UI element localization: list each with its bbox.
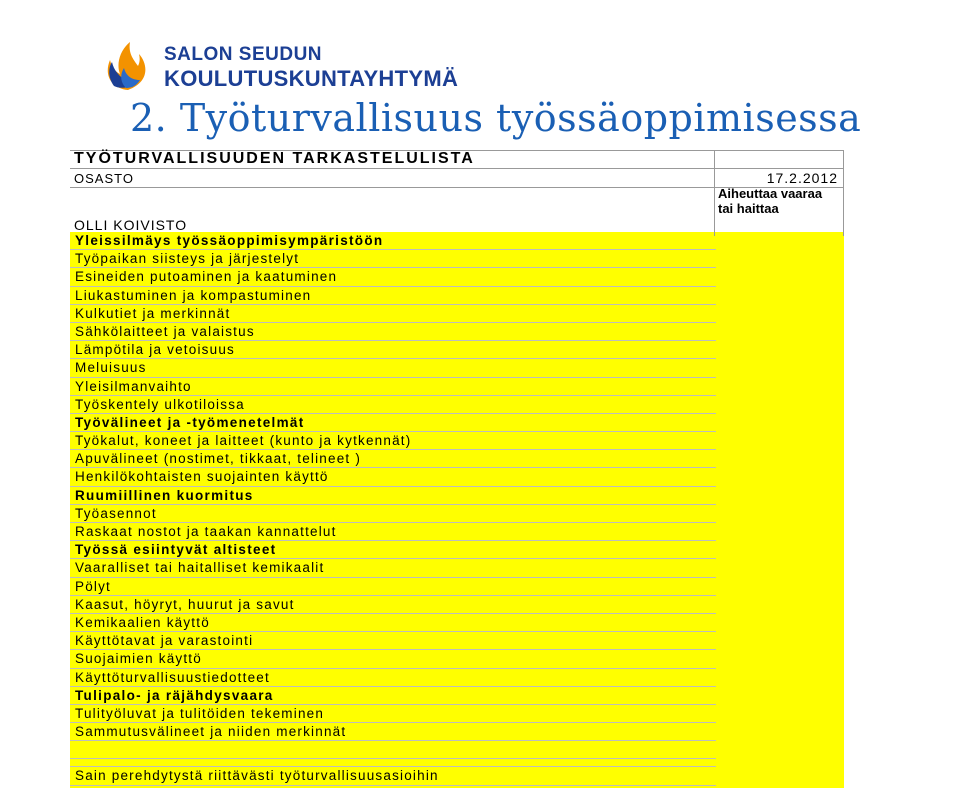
- checklist-item: Meluisuus: [70, 359, 716, 377]
- checklist-item: Vaaralliset tai haitalliset kemikaalit: [70, 559, 716, 577]
- checklist-item: Suojaimien käyttö: [70, 650, 716, 668]
- checklist-item: Liukastuminen ja kompastuminen: [70, 287, 716, 305]
- flame-logo-icon: [100, 38, 156, 94]
- checklist-item: Käyttötavat ja varastointi: [70, 632, 716, 650]
- checklist-section-header: Työssä esiintyvät altisteet: [70, 541, 716, 559]
- checklist-item: Työskentely ulkotiloissa: [70, 396, 716, 414]
- checklist-item: Lämpötila ja vetoisuus: [70, 341, 716, 359]
- checklist-item: Pölyt: [70, 578, 716, 596]
- checklist-item: Sähkölaitteet ja valaistus: [70, 323, 716, 341]
- checklist-item: Käyttöturvallisuustiedotteet: [70, 669, 716, 687]
- checklist-item: [70, 741, 716, 759]
- checklist-item: Esineiden putoaminen ja kaatuminen: [70, 268, 716, 286]
- checklist-item: Työasennot: [70, 505, 716, 523]
- checklist-item: Työpaikan siisteys ja järjestelyt: [70, 250, 716, 268]
- table-right-border: [843, 150, 844, 236]
- checklist-item: Kemikaalien käyttö: [70, 614, 716, 632]
- logo-line-1: SALON SEUDUN: [164, 44, 323, 65]
- logo-line-2: KOULUTUSKUNTAYHTYMÄ: [164, 66, 459, 91]
- checklist-section-header: Yleissilmäys työssäoppimisympäristöön: [70, 232, 716, 250]
- checklist-item: Sammutusvälineet ja niiden merkinnät: [70, 723, 716, 741]
- induction-confirmation-row: Sain perehdytystä riittävästi työturvallisuusasioihin: [70, 766, 716, 786]
- checklist-item: Yleisilmanvaihto: [70, 378, 716, 396]
- checklist-item: Kaasut, höyryt, huurut ja savut: [70, 596, 716, 614]
- checklist-rows: [70, 232, 716, 759]
- checklist-item: Henkilökohtaisten suojainten käyttö: [70, 468, 716, 486]
- checklist-title: TYÖTURVALLISUUDEN TARKASTELULISTA: [74, 150, 475, 167]
- person-name: OLLI KOIVISTO: [74, 217, 188, 233]
- checklist-item: Työkalut, koneet ja laitteet (kunto ja kytkennät): [70, 432, 716, 450]
- table-column-divider: [714, 150, 715, 236]
- checklist-item: Apuvälineet (nostimet, tikkaat, telineet ): [70, 450, 716, 468]
- department-row: [70, 168, 844, 188]
- department-label: OSASTO: [74, 171, 134, 186]
- checklist-item: Kulkutiet ja merkinnät: [70, 305, 716, 323]
- checklist-section-header: Tulipalo- ja räjähdysvaara: [70, 687, 716, 705]
- organization-logo: [100, 38, 459, 98]
- checklist-date: 17.2.2012: [766, 170, 838, 186]
- risk-column-header: Aiheuttaa vaaraa tai haittaa: [718, 186, 823, 216]
- checklist-section-header: Työvälineet ja -työmenetelmät: [70, 414, 716, 432]
- checklist-item: Tulityöluvat ja tulitöiden tekeminen: [70, 705, 716, 723]
- checklist-item: Raskaat nostot ja taakan kannattelut: [70, 523, 716, 541]
- slide-title: 2. Työturvallisuus työssäoppimisessa: [130, 96, 862, 140]
- checklist-section-header: Ruumiillinen kuormitus: [70, 487, 716, 505]
